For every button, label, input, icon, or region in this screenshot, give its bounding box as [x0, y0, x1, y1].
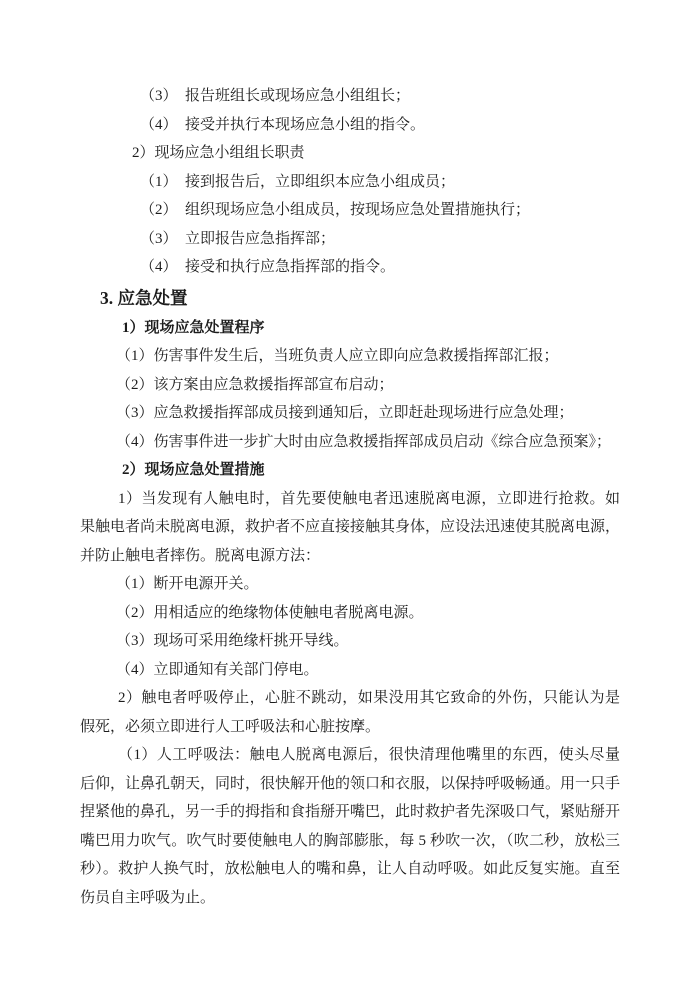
paragraph-artificial-respiration: （1）人工呼吸法：触电人脱离电源后，很快清理他嘴里的东西，使头尽量后仰，让鼻孔朝天，同时，很快解开他的领口和衣服，以保持呼吸畅通。用一只手捏紧他的鼻孔，另一手的拇指和食指掰开嘴巴，此时救护者先深吸口气，紧贴掰开嘴巴用力吹气。吹气时要使触电人的胸部膨胀，每 5 秒吹一次，（吹二秒，放松三秒）。救护人换气时，放松触电人的嘴和鼻，让人自动呼吸。如此反复实施。直至伤员自主呼吸为止。: [80, 747, 621, 906]
list-item-accept-orders: （4） 接受并执行本现场应急小组的指令。: [140, 116, 426, 133]
subsection-team-leader-duty: 2）现场应急小组组长职责: [132, 145, 305, 161]
list-item-plan-activation: （2）该方案由应急救援指挥部宣布启动；: [116, 376, 394, 393]
document-content: [80, 82, 620, 912]
list-item-execute-measures: （2） 组织现场应急小组成员，按现场应急处置措施执行；: [140, 202, 531, 218]
paragraph-apparent-death: 2）触电者呼吸停止，心脏不跳动，如果没用其它致命的外伤，只能认为是假死，必须立即进行人工呼吸法和心脏按摩。: [80, 690, 620, 735]
paragraph-disconnect-power: 1）当发现有人触电时，首先要使触电者迅速脱离电源，立即进行抢救。如果触电者尚未脱离电源，救护者不应直接接触其身体，应设法迅速使其脱离电源，并防止触电者摔伤。脱离电源方法：: [80, 490, 621, 564]
list-item-switch-off: （1）断开电源开关。: [116, 576, 259, 592]
list-item-insulated-rod: （3）现场可采用绝缘杆挑开导线。: [116, 633, 349, 649]
list-item-report-incident: （1）伤害事件发生后，当班负责人应立即向应急救援指挥部汇报；: [116, 348, 559, 364]
section-heading-emergency-handling: 3. 应急处置: [100, 287, 188, 308]
list-item-members-arrive: （3）应急救援指挥部成员接到通知后，立即赶赴现场进行应急处理；: [116, 405, 574, 421]
list-item-report-leader: （3） 报告班组长或现场应急小组组长；: [140, 88, 411, 104]
subsection-heading-measures: 2）现场应急处置措施: [122, 462, 265, 478]
list-item-escalation: （4）伤害事件进一步扩大时由应急救援指挥部成员启动《综合应急预案》；: [116, 433, 612, 450]
list-item-notify-power-cut: （4）立即通知有关部门停电。: [116, 661, 319, 678]
list-item-insulated-object: （2）用相适应的绝缘物体使触电者脱离电源。: [116, 604, 424, 621]
list-item-organize-members: （1） 接到报告后，立即组织本应急小组成员；: [140, 173, 456, 190]
subsection-heading-procedure: 1）现场应急处置程序: [122, 319, 265, 336]
list-item-accept-hq-orders: （4） 接受和执行应急指挥部的指令。: [140, 259, 396, 275]
list-item-report-hq: （3） 立即报告应急指挥部；: [140, 230, 336, 247]
